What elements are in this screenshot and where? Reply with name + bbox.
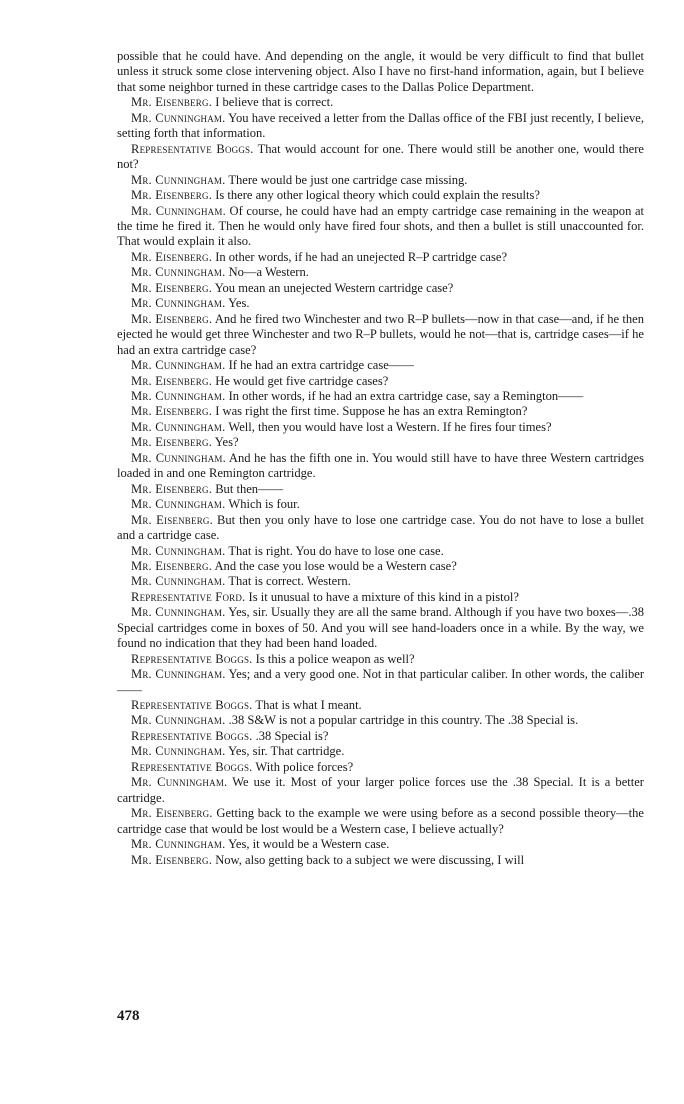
transcript-paragraph (117, 173, 644, 188)
transcript-page (117, 49, 644, 868)
transcript-paragraph (117, 760, 644, 775)
speaker-name: Representative Boggs. (131, 141, 254, 156)
speaker-name: Mr. Eisenberg. (131, 373, 213, 388)
paragraph-text: Now, also getting back to a subject we were discussing, I will (215, 852, 525, 867)
transcript-paragraph (117, 374, 644, 389)
paragraph-text: Is there any other logical theory which could explain the results? (215, 188, 540, 203)
speaker-name: Mr. Cunningham. (131, 296, 226, 311)
paragraph-text: And he has the fifth one in. You would still have to have three Western cartridges loaded in and one Remington cartridge. (117, 450, 644, 481)
transcript-paragraph (117, 652, 644, 667)
transcript-paragraph (117, 729, 644, 744)
speaker-name: Mr. Cunningham. (131, 110, 226, 125)
speaker-name: Representative Boggs. (131, 698, 253, 713)
speaker-name: Mr. Cunningham. (131, 450, 226, 465)
transcript-paragraph (117, 296, 644, 311)
speaker-name: Mr. Cunningham. (131, 574, 226, 589)
paragraph-text: But then—— (215, 481, 284, 496)
transcript-paragraph (117, 605, 644, 651)
paragraph-text: possible that he could have. And depending on the angle, it would be very difficult to find that bullet unless it struck some close intervening object. Also I have no first-hand information, again, but I believe that some neighbor turned in these cartridge cases to the Dallas Police Department. (117, 49, 644, 94)
paragraph-text: No—a Western. (228, 265, 309, 280)
speaker-name: Mr. Cunningham. (131, 713, 226, 728)
speaker-name: Mr. Cunningham. (131, 543, 226, 558)
speaker-name: Mr. Cunningham. (131, 667, 226, 682)
speaker-name: Mr. Cunningham. (131, 605, 226, 620)
transcript-paragraph (117, 281, 644, 296)
paragraph-text: Yes; and a very good one. Not in that particular caliber. In other words, the caliber—— (117, 667, 645, 697)
speaker-name: Representative Boggs. (131, 728, 253, 743)
transcript-paragraph (117, 590, 644, 605)
paragraph-text: Is this a police weapon as well? (255, 651, 415, 666)
paragraph-text: We use it. Most of your larger police forces use the .38 Special. It is a better cartridge. (117, 775, 644, 805)
speaker-name: Mr. Cunningham. (131, 265, 226, 280)
transcript-paragraph (117, 312, 644, 358)
speaker-name: Mr. Eisenberg. (131, 806, 213, 821)
transcript-paragraph (117, 744, 644, 759)
transcript-paragraph (117, 435, 644, 450)
transcript-paragraph (117, 574, 644, 589)
transcript-paragraph (117, 142, 644, 173)
paragraph-text: That is correct. Western. (228, 574, 351, 589)
speaker-name: Representative Boggs. (131, 651, 253, 666)
speaker-name: Mr. Eisenberg. (131, 558, 213, 573)
transcript-paragraph (117, 420, 644, 435)
paragraph-text: Yes. (228, 296, 250, 311)
transcript-paragraph (117, 451, 644, 482)
speaker-name: Mr. Cunningham. (131, 358, 226, 373)
speaker-name: Mr. Eisenberg. (131, 311, 213, 326)
paragraph-text: Yes, sir. Usually they are all the same brand. Although if you have two boxes—.38 Special cartridges come in boxes of 50. And you will see hand-loaders once in a while. By the way, we found no indication that they had been hand loaded. (117, 605, 645, 651)
speaker-name: Mr. Eisenberg. (131, 249, 213, 264)
paragraph-text: But then you only have to lose one cartridge case. You do not have to lose a bullet and a cartridge case. (117, 512, 644, 543)
paragraph-text: With police forces? (255, 759, 354, 774)
transcript-paragraph (117, 713, 644, 728)
paragraph-text: In other words, if he had an extra cartridge case, say a Remington—— (228, 388, 584, 403)
paragraph-text: .38 S&W is not a popular cartridge in this country. The .38 Special is. (228, 713, 579, 728)
speaker-name: Mr. Cunningham. (131, 203, 226, 218)
transcript-paragraph (117, 404, 644, 419)
paragraph-text: That is what I meant. (255, 698, 362, 713)
speaker-name: Mr. Cunningham. (131, 744, 226, 759)
paragraph-text: Yes? (214, 435, 239, 450)
transcript-paragraph (117, 95, 644, 110)
speaker-name: Mr. Eisenberg. (131, 280, 213, 295)
transcript-paragraph (117, 49, 644, 95)
transcript-paragraph (117, 188, 644, 203)
paragraph-text: And the case you lose would be a Western case? (214, 558, 457, 573)
paragraph-text: .38 Special is? (255, 728, 329, 743)
speaker-name: Mr. Cunningham. (131, 497, 226, 512)
speaker-name: Representative Boggs. (131, 759, 253, 774)
paragraph-text: I was right the first time. Suppose he has an extra Remington? (215, 404, 528, 419)
paragraph-text: There would be just one cartridge case missing. (228, 172, 468, 187)
paragraph-text: Well, then you would have lost a Western. If he fires four times? (228, 419, 552, 434)
transcript-paragraph (117, 111, 644, 142)
paragraph-text: You mean an unejected Western cartridge case? (214, 280, 454, 295)
paragraph-text: You have received a letter from the Dallas office of the FBI just recently, I believe, setting forth that information. (117, 110, 644, 141)
speaker-name: Mr. Eisenberg. (131, 188, 213, 203)
paragraph-text: That is right. You do have to lose one case. (228, 543, 444, 558)
speaker-name: Mr. Cunningham. (131, 837, 226, 852)
paragraph-text: Of course, he could have had an empty cartridge case remaining in the weapon at the time he fired it. Then he would only have fired four shots, and then a bullet is still unaccounted for. That would explain it also. (117, 203, 644, 249)
speaker-name: Mr. Cunningham. (131, 388, 226, 403)
speaker-name: Mr. Eisenberg. (131, 481, 213, 496)
speaker-name: Mr. Eisenberg. (131, 512, 213, 527)
transcript-paragraph (117, 513, 644, 544)
speaker-name: Mr. Eisenberg. (131, 435, 213, 450)
paragraph-text: If he had an extra cartridge case—— (228, 358, 414, 373)
paragraph-text: I believe that is correct. (215, 95, 334, 110)
transcript-paragraph (117, 544, 644, 559)
speaker-name: Mr. Eisenberg. (131, 95, 213, 110)
transcript-paragraph (117, 265, 644, 280)
transcript-paragraph (117, 482, 644, 497)
transcript-paragraph (117, 250, 644, 265)
paragraph-text: Yes, sir. That cartridge. (228, 744, 345, 759)
transcript-paragraph (117, 853, 644, 868)
paragraph-text: Getting back to the example we were using before as a second possible theory—the cartridge case that would be lost would be a Western case, I believe actually? (117, 806, 645, 836)
speaker-name: Mr. Cunningham. (131, 419, 226, 434)
speaker-name: Mr. Eisenberg. (131, 852, 213, 867)
speaker-name: Representative Ford. (131, 589, 246, 604)
transcript-paragraph (117, 204, 644, 250)
paragraph-text: Is it unusual to have a mixture of this kind in a pistol? (248, 589, 519, 604)
transcript-paragraph (117, 497, 644, 512)
paragraph-text: In other words, if he had an unejected R–P cartridge case? (215, 249, 508, 264)
transcript-paragraph (117, 389, 644, 404)
speaker-name: Mr. Cunningham. (131, 775, 228, 790)
paragraph-text: He would get five cartridge cases? (215, 373, 389, 388)
page-number: 478 (117, 1008, 140, 1024)
transcript-paragraph (117, 775, 644, 806)
transcript-paragraph (117, 698, 644, 713)
speaker-name: Mr. Cunningham. (131, 172, 226, 187)
transcript-paragraph (117, 667, 644, 698)
paragraph-text: Which is four. (228, 497, 300, 512)
transcript-paragraph (117, 806, 644, 837)
transcript-paragraph (117, 837, 644, 852)
transcript-paragraph (117, 358, 644, 373)
paragraph-text: And he fired two Winchester and two R–P bullets—now in that case—and, if he then ejected he would get three Winchester and two R–P bullets, would he not—that is, cartridge cases—if he had an extra cartridge case? (117, 311, 644, 357)
speaker-name: Mr. Eisenberg. (131, 404, 213, 419)
paragraph-text: That would account for one. There would still be another one, would there not? (117, 141, 644, 172)
transcript-paragraph (117, 559, 644, 574)
paragraph-text: Yes, it would be a Western case. (228, 837, 390, 852)
